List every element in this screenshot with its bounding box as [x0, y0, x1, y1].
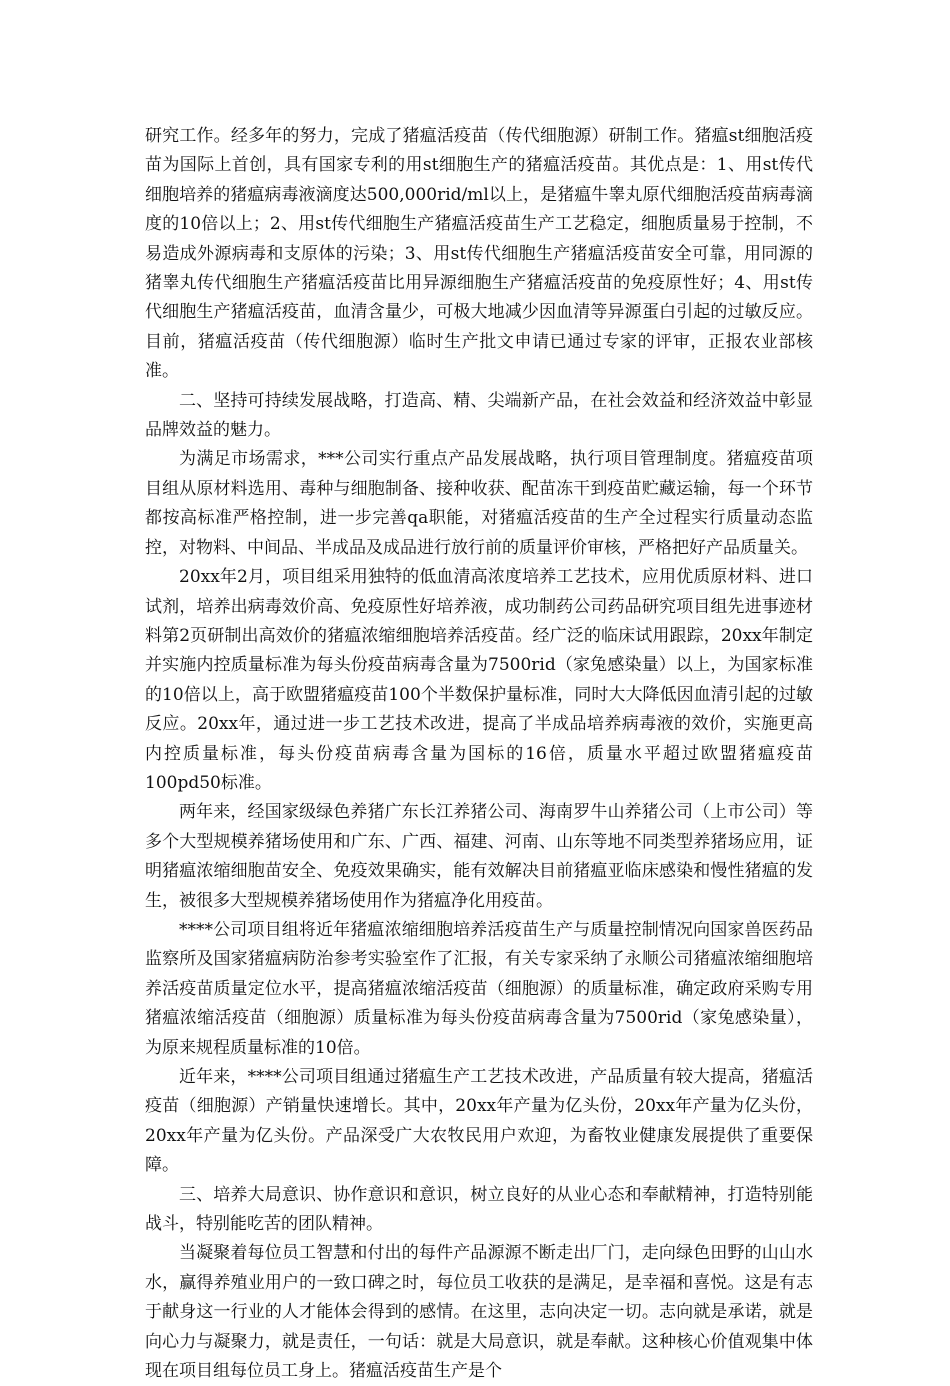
- paragraph-7: 近年来，****公司项目组通过猪瘟生产工艺技术改进，产品质量有较大提高，猪瘟活疫苗（细胞源）产销量快速增长。其中，20xx年产量为亿头份，20xx年产量为亿头份，20xx年产量为亿头份。产品深受广大农牧民用户欢迎，为畜牧业健康发展提供了重要保障。: [145, 1067, 813, 1176]
- paragraph-4: 20xx年2月，项目组采用独特的低血清高浓度培养工艺技术，应用优质原材料、进口试剂，培养出病毒效价高、免疫原性好培养液，成功制药公司药品研究项目组先进事迹材料第2页研制出高效价的猪瘟浓缩细胞培养活疫苗。经广泛的临床试用跟踪，20xx年制定并实施内控质量标准为每头份疫苗病毒含量为7500rid（家兔感染量）以上，为国家标准的10倍以上，高于欧盟猪瘟疫苗100个半数保护量标准，同时大大降低因血清引起的过敏反应。20xx年，通过进一步工艺技术改进，提高了半成品培养病毒液的效价，实施更高内控质量标准，每头份疫苗病毒含量为国标的16倍，质量水平超过欧盟猪瘟疫苗100pd50标准。: [145, 567, 813, 793]
- paragraph-5: 两年来，经国家级绿色养猪广东长江养猪公司、海南罗牛山养猪公司（上市公司）等多个大型规模养猪场使用和广东、广西、福建、河南、山东等地不同类型养猪场应用，证明猪瘟浓缩细胞苗安全、免疫效果确实，能有效解决目前猪瘟亚临床感染和慢性猪瘟的发生，被很多大型规模养猪场使用作为猪瘟净化用疫苗。: [145, 802, 813, 911]
- paragraph-6: ****公司项目组将近年猪瘟浓缩细胞培养活疫苗生产与质量控制情况向国家兽医药品监察所及国家猪瘟病防治参考实验室作了汇报，有关专家采纳了永顺公司猪瘟浓缩细胞培养活疫苗质量定位水平，提高猪瘟浓缩活疫苗（细胞源）的质量标准，确定政府采购专用猪瘟浓缩活疫苗（细胞源）质量标准为每头份疫苗病毒含量为7500rid（家兔感染量），为原来规程质量标准的10倍。: [145, 919, 813, 1058]
- paragraph-9: 当凝聚着每位员工智慧和付出的每件产品源源不断走出厂门，走向绿色田野的山山水水，赢得养殖业用户的一致口碑之时，每位员工收获的是满足，是幸福和喜悦。这是有志于献身这一行业的人才能体会得到的感情。在这里，志向决定一切。志向就是承诺，就是向心力与凝聚力，就是责任，一句话：就是大局意识，就是奉献。这种核心价值观集中体现在项目组每位员工身上。猪瘟活疫苗生产是个: [145, 1243, 813, 1382]
- paragraph-8: 三、培养大局意识、协作意识和意识，树立良好的从业心态和奉献精神，打造特别能战斗，特别能吃苦的团队精神。: [145, 1184, 813, 1235]
- paragraph-3: 为满足市场需求，***公司实行重点产品发展战略，执行项目管理制度。猪瘟疫苗项目组从原材料选用、毒种与细胞制备、接种收获、配苗冻干到疫苗贮藏运输，每一个环节都按高标准严格控制，进一步完善qa职能，对猪瘟活疫苗的生产全过程实行质量动态监控，对物料、中间品、半成品及成品进行放行前的质量评价审核，严格把好产品质量关。: [145, 449, 813, 558]
- paragraph-2: 二、坚持可持续发展战略，打造高、精、尖端新产品，在社会效益和经济效益中彰显品牌效益的魅力。: [145, 390, 813, 441]
- document-body: [145, 122, 813, 1386]
- paragraph-1: 研究工作。经多年的努力，完成了猪瘟活疫苗（传代细胞源）研制工作。猪瘟st细胞活疫苗为国际上首创，具有国家专利的用st细胞生产的猪瘟活疫苗。其优点是：1、用st传代细胞培养的猪瘟病毒液滴度达500,000rid/ml以上，是猪瘟牛睾丸原代细胞活疫苗病毒滴度的10倍以上；2、用st传代细胞生产猪瘟活疫苗生产工艺稳定，细胞质量易于控制，不易造成外源病毒和支原体的污染；3、用st传代细胞生产猪瘟活疫苗安全可靠，用同源的猪睾丸传代细胞生产猪瘟活疫苗比用异源细胞生产猪瘟活疫苗的免疫原性好；4、用st传代细胞生产猪瘟活疫苗，血清含量少，可极大地减少因血清等异源蛋白引起的过敏反应。目前，猪瘟活疫苗（传代细胞源）临时生产批文申请已通过专家的评审，正报农业部核准。: [145, 126, 813, 382]
